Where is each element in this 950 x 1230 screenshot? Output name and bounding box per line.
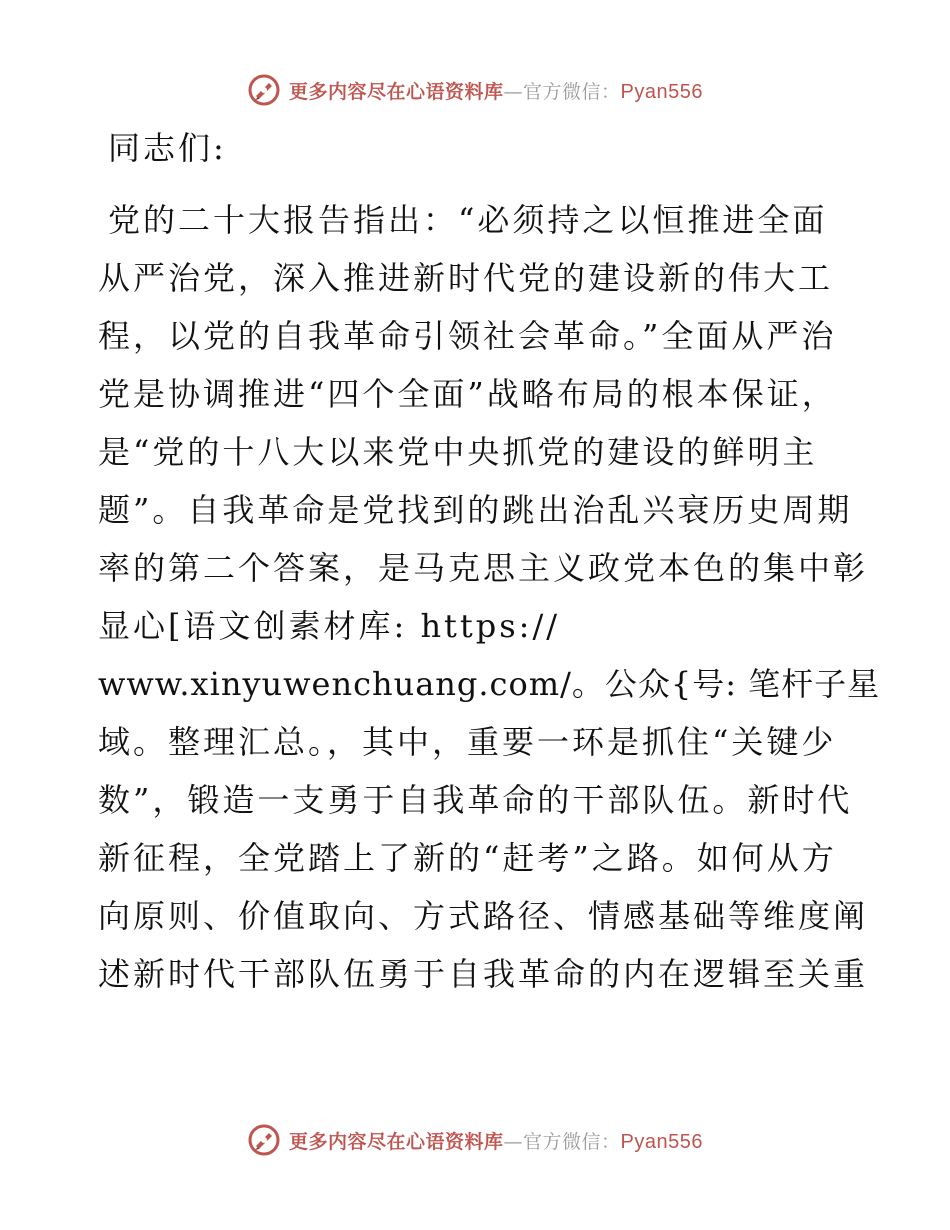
paragraph-line: 述新时代干部队伍勇于自我革命的内在逻辑至关重 <box>98 955 869 993</box>
paragraph-line: 新征程，全党踏上了新的“赶考”之路。如何从方 <box>98 839 837 877</box>
footer-banner-title: 更多内容尽在心语资料库 <box>289 1130 504 1153</box>
salutation: 同志们: <box>108 129 227 167</box>
footer-banner-handle: Pyan556 <box>620 1130 703 1153</box>
paragraph-line: 向原则、价值取向、方式路径、情感基础等维度阐 <box>98 897 869 935</box>
paragraph-line: 域。整理汇总。，其中，重要一环是抓住“关键少 <box>98 723 837 761</box>
paragraph-line: 数”，锻造一支勇于自我革命的干部队伍。新时代 <box>98 781 853 819</box>
header-banner-handle: Pyan556 <box>620 80 703 103</box>
footer-banner-label: —官方微信： <box>503 1130 621 1153</box>
paragraph-line: 程，以党的自我革命引领社会革命。”全面从严治 <box>98 317 837 355</box>
footer-banner-text <box>289 1127 703 1154</box>
paragraph-line: 从严治党，深入推进新时代党的建设新的伟大工 <box>98 259 834 297</box>
footer-watermark-banner <box>0 1120 950 1160</box>
header-banner-title: 更多内容尽在心语资料库 <box>289 80 504 103</box>
header-banner-label: —官方微信： <box>503 80 621 103</box>
paragraph-line: 率的第二个答案，是马克思主义政党本色的集中彰 <box>98 549 869 587</box>
paragraph-line: 党是协调推进“四个全面”战略布局的根本保证， <box>98 375 837 413</box>
paragraph-line: 题”。自我革命是党找到的跳出治乱兴衰历史周期 <box>98 491 853 529</box>
paragraph-line: www.xinyuwenchuang.com/。公众{号: 笔杆子星 <box>98 665 881 703</box>
paragraph-line: 党的二十大报告指出：“必须持之以恒推进全面 <box>108 201 828 239</box>
paragraph-line: 是“党的十八大以来党中央抓党的建设的鲜明主 <box>98 433 818 471</box>
paragraph-line: 显心[语文创素材库: https:// <box>98 607 561 645</box>
seal-logo-icon <box>247 1123 281 1157</box>
